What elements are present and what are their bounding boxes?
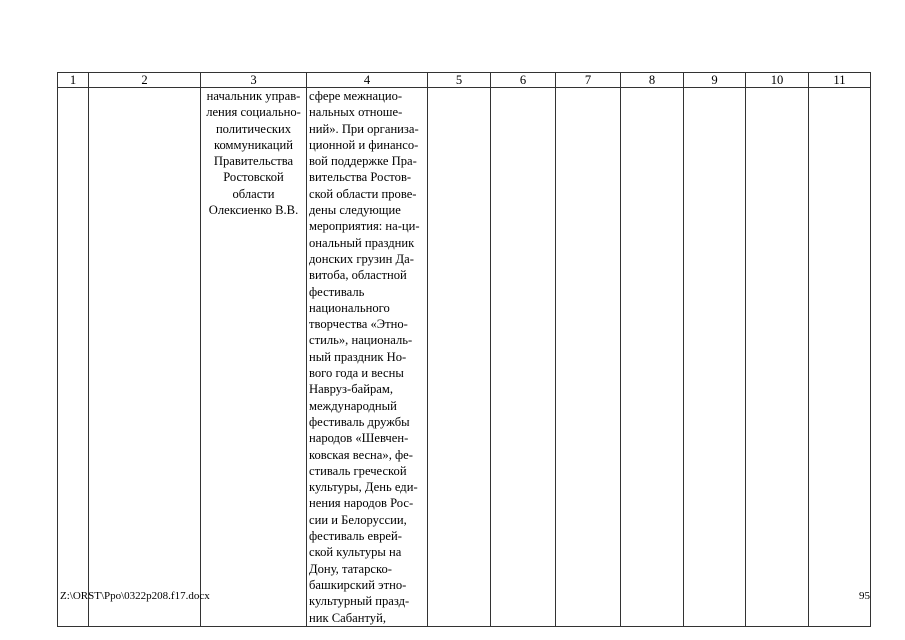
page-number: 95 bbox=[859, 590, 870, 602]
cell-col6 bbox=[491, 88, 556, 627]
text-line: нения народов Рос- bbox=[309, 496, 414, 511]
cell-description bbox=[307, 88, 428, 627]
column-header: 9 bbox=[684, 73, 746, 88]
text-line: ный праздник Но- bbox=[309, 349, 407, 364]
text-line: ковская весна», фе- bbox=[309, 447, 413, 462]
text-line: витоба, областной bbox=[309, 268, 407, 283]
cell-col9 bbox=[684, 88, 746, 627]
text-line: ской культуры на bbox=[309, 545, 402, 560]
text-line: фестиваль bbox=[309, 284, 365, 299]
report-table bbox=[57, 72, 871, 627]
text-line: народов «Шевчен- bbox=[309, 431, 409, 446]
text-line: сии и Белоруссии, bbox=[309, 512, 407, 527]
text-line: политических bbox=[215, 121, 292, 136]
text-line: вого года и весны bbox=[309, 366, 404, 381]
text-line: начальник управ- bbox=[206, 89, 301, 103]
text-line: донских грузин Да- bbox=[309, 251, 414, 266]
text-line: Дону, татарско- bbox=[309, 561, 392, 576]
text-line: культуры, День еди- bbox=[309, 480, 418, 495]
column-header: 1 bbox=[58, 73, 89, 88]
column-header: 6 bbox=[491, 73, 556, 88]
text-line: Навруз-байрам, bbox=[309, 382, 393, 397]
cell-col1 bbox=[58, 88, 89, 627]
cell-col2 bbox=[89, 88, 201, 627]
column-header: 2 bbox=[89, 73, 201, 88]
table-row bbox=[58, 88, 871, 627]
text-line: мероприятия: на-ци- bbox=[309, 219, 420, 234]
text-line: области bbox=[232, 186, 275, 201]
text-line: ний». При организа- bbox=[309, 121, 419, 136]
text-line: башкирский этно- bbox=[309, 577, 407, 592]
cell-col11 bbox=[809, 88, 871, 627]
text-line: ональный праздник bbox=[309, 235, 415, 250]
column-header: 5 bbox=[428, 73, 491, 88]
column-header: 3 bbox=[201, 73, 307, 88]
text-line: вительства Ростов- bbox=[309, 170, 412, 185]
column-header: 11 bbox=[809, 73, 871, 88]
text-line: творчества «Этно- bbox=[309, 317, 408, 332]
text-line: фестиваль еврей- bbox=[309, 529, 402, 544]
column-header: 8 bbox=[621, 73, 684, 88]
cell-col8 bbox=[621, 88, 684, 627]
text-line: сфере межнацио- bbox=[309, 89, 403, 103]
text-line: стиваль греческой bbox=[309, 463, 407, 478]
text-line: Правительства bbox=[213, 154, 294, 169]
text-line: Олексиенко В.В. bbox=[208, 203, 299, 218]
cell-col7 bbox=[556, 88, 621, 627]
table-header-row bbox=[58, 73, 871, 88]
column-header: 4 bbox=[307, 73, 428, 88]
footer-file-path: Z:\ORST\Ppo\0322p208.f17.docx bbox=[60, 590, 210, 602]
column-header: 7 bbox=[556, 73, 621, 88]
text-line: стиль», националь- bbox=[309, 333, 413, 348]
text-line: ник Сабантуй, bbox=[309, 610, 386, 625]
text-line: ской области прове- bbox=[309, 186, 417, 201]
text-line: национального bbox=[309, 300, 390, 315]
cell-col5 bbox=[428, 88, 491, 627]
text-line: нальных отноше- bbox=[309, 105, 403, 120]
text-line: коммуникаций bbox=[214, 137, 293, 152]
text-line: Ростовской bbox=[223, 170, 284, 185]
text-line: ционной и финансо- bbox=[309, 137, 419, 152]
text-line: международный bbox=[309, 398, 397, 413]
cell-responsible bbox=[201, 88, 307, 627]
text-line: вой поддержке Пра- bbox=[309, 154, 417, 169]
text-line: дены следующие bbox=[309, 203, 401, 218]
text-line: фестиваль дружбы bbox=[309, 414, 410, 429]
column-header: 10 bbox=[746, 73, 809, 88]
text-line: ления социально- bbox=[206, 105, 301, 120]
text-line: культурный празд- bbox=[309, 594, 410, 609]
cell-col10 bbox=[746, 88, 809, 627]
